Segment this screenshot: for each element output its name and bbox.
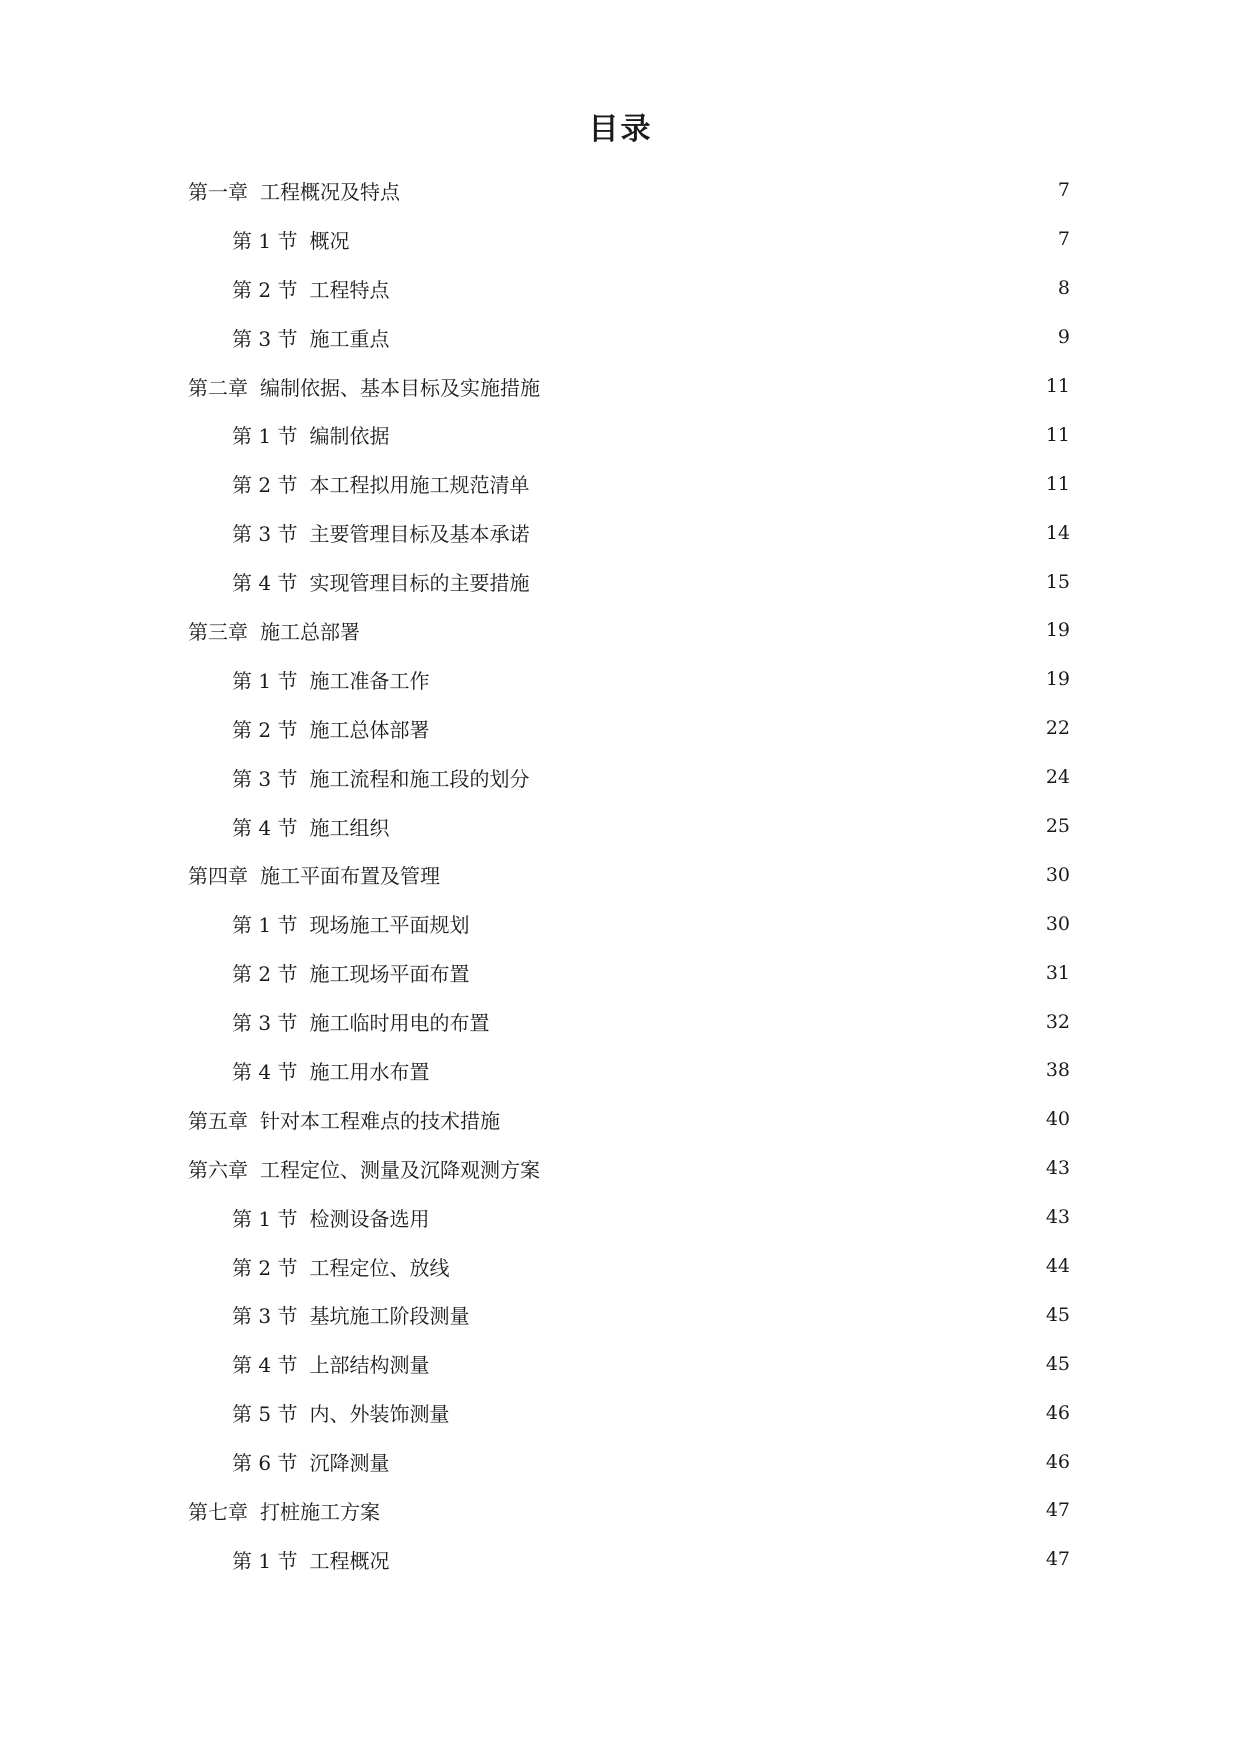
toc-section-entry[interactable] [188,1046,1070,1095]
section-number: 第 6 节 [232,1451,298,1476]
page-number: 45 [1045,1352,1070,1375]
section-title: 实现管理目标的主要措施 [309,571,530,596]
section-number: 第 2 节 [232,1255,298,1280]
section-title: 施工流程和施工段的划分 [309,766,530,791]
chapter-title: 工程概况及特点 [260,179,400,204]
toc-entry-label [188,616,360,645]
section-title: 基坑施工阶段测量 [309,1304,470,1329]
dot-leader [390,1500,1040,1520]
toc-entry-label [232,1398,449,1427]
toc-title: 目录 [588,112,653,147]
chapter-number: 第六章 [188,1157,248,1182]
section-number: 第 1 节 [232,1548,298,1573]
toc-chapter-entry[interactable] [188,1095,1070,1144]
toc-section-entry[interactable] [188,704,1070,753]
toc-entry-label [188,176,400,205]
section-title: 现场施工平面规划 [309,913,470,938]
section-title: 沉降测量 [309,1451,390,1476]
toc-chapter-entry[interactable] [188,362,1070,411]
section-number: 第 3 节 [232,326,298,351]
section-title: 施工准备工作 [309,668,430,693]
section-title: 施工用水布置 [309,1059,430,1084]
toc-section-entry[interactable] [188,948,1070,997]
page-number: 30 [1045,912,1070,935]
toc-chapter-entry[interactable] [188,166,1070,215]
section-title: 主要管理目标及基本承诺 [309,522,530,547]
toc-entry-label [188,860,440,889]
dot-leader [439,718,1039,738]
dot-leader [479,914,1039,934]
page-number: 47 [1045,1548,1070,1571]
toc-entry-label [232,1007,489,1036]
toc-section-entry[interactable] [188,459,1070,508]
dot-leader [479,1305,1039,1325]
page-number: 46 [1045,1450,1070,1473]
section-title: 概况 [309,228,350,253]
toc-entry-label [232,1300,469,1329]
page-number: 30 [1045,863,1070,886]
chapter-title: 编制依据、基本目标及实施措施 [260,375,540,400]
chapter-number: 第二章 [188,375,248,400]
section-number: 第 5 节 [232,1402,298,1427]
toc-entry-label [232,665,429,694]
toc-entry-label [232,518,529,547]
toc-entry-label [188,1105,500,1134]
section-title: 施工组织 [309,815,390,840]
section-title: 工程特点 [309,277,390,302]
toc-entry-label [232,1252,449,1281]
toc-section-entry[interactable] [188,1193,1070,1242]
toc-section-entry[interactable] [188,1388,1070,1437]
page-number: 47 [1045,1499,1070,1522]
chapter-number: 第三章 [188,619,248,644]
table-of-contents [188,166,1070,1584]
page-number: 22 [1045,717,1070,740]
dot-leader [450,865,1040,885]
page-number: 44 [1045,1255,1070,1278]
dot-leader [410,180,1050,200]
section-number: 第 4 节 [232,1353,298,1378]
toc-entry-label [232,420,389,449]
chapter-title: 打桩施工方案 [260,1499,380,1524]
section-title: 上部结构测量 [309,1353,430,1378]
dot-leader [399,816,1039,836]
section-title: 施工现场平面布置 [309,962,470,987]
toc-section-entry[interactable] [188,753,1070,802]
toc-entry-label [232,323,389,352]
toc-section-entry[interactable] [188,899,1070,948]
toc-entry-label [232,469,529,498]
toc-section-entry[interactable] [188,655,1070,704]
toc-section-entry[interactable] [188,1535,1070,1584]
toc-entry-label [232,1349,429,1378]
dot-leader [550,1158,1040,1178]
section-number: 第 3 节 [232,1011,298,1036]
section-number: 第 1 节 [232,668,298,693]
page-number: 14 [1045,521,1070,544]
toc-entry-label [232,225,349,254]
page-number: 31 [1045,961,1070,984]
toc-section-entry[interactable] [188,1339,1070,1388]
toc-entry-label [232,274,389,303]
page-number: 19 [1045,619,1070,642]
section-title: 内、外装饰测量 [309,1402,450,1427]
dot-leader [399,1549,1039,1569]
toc-section-entry[interactable] [188,508,1070,557]
toc-section-entry[interactable] [188,264,1070,313]
toc-entry-label [188,1154,540,1183]
toc-entry-label [232,763,529,792]
section-number: 第 3 节 [232,766,298,791]
dot-leader [459,1256,1039,1276]
section-number: 第 2 节 [232,473,298,498]
toc-section-entry[interactable] [188,1242,1070,1291]
dot-leader [499,1012,1039,1032]
dot-leader [539,572,1039,592]
page-number: 19 [1045,668,1070,691]
page-number: 11 [1045,472,1070,495]
toc-section-entry[interactable] [188,997,1070,1046]
section-title: 本工程拟用施工规范清单 [309,473,530,498]
page-number: 43 [1045,1157,1070,1180]
toc-section-entry[interactable] [188,1437,1070,1486]
toc-entry-label [232,714,429,743]
toc-entry-label [232,567,529,596]
toc-entry-label [188,372,540,401]
page-number: 40 [1045,1108,1070,1131]
chapter-number: 第四章 [188,864,248,889]
section-title: 检测设备选用 [309,1206,430,1231]
toc-chapter-entry[interactable] [188,606,1070,655]
dot-leader [439,1207,1039,1227]
toc-entry-label [232,1203,429,1232]
dot-leader [539,474,1039,494]
toc-section-entry[interactable] [188,313,1070,362]
section-number: 第 1 节 [232,228,298,253]
dot-leader [479,963,1039,983]
page-number: 24 [1045,766,1070,789]
dot-leader [439,669,1039,689]
toc-entry-label [232,812,389,841]
page-number: 11 [1045,375,1070,397]
chapter-title: 工程定位、测量及沉降观测方案 [260,1157,540,1182]
section-number: 第 2 节 [232,717,298,742]
dot-leader [439,1060,1039,1080]
page-number: 46 [1045,1401,1070,1424]
section-title: 编制依据 [309,424,390,449]
page-number: 7 [1057,228,1070,251]
toc-entry-label [232,958,469,987]
page-number: 43 [1045,1206,1070,1229]
dot-leader [399,425,1039,445]
dot-leader [510,1109,1040,1129]
section-number: 第 4 节 [232,571,298,596]
page-number: 38 [1045,1059,1070,1082]
section-number: 第 4 节 [232,815,298,840]
page-number: 11 [1045,423,1070,446]
dot-leader [359,229,1050,249]
section-number: 第 2 节 [232,277,298,302]
toc-entry-label [188,1496,380,1525]
toc-section-entry[interactable] [188,215,1070,264]
toc-section-entry[interactable] [188,557,1070,606]
section-title: 施工临时用电的布置 [309,1011,490,1036]
toc-section-entry[interactable] [188,1290,1070,1339]
chapter-number: 第一章 [188,179,248,204]
toc-entry-label [232,1447,389,1476]
dot-leader [399,278,1050,298]
dot-leader [459,1403,1039,1423]
toc-chapter-entry[interactable] [188,850,1070,899]
toc-chapter-entry[interactable] [188,1144,1070,1193]
chapter-number: 第七章 [188,1499,248,1524]
chapter-number: 第五章 [188,1108,248,1133]
section-title: 施工重点 [309,326,390,351]
chapter-title: 施工平面布置及管理 [260,864,440,889]
toc-entry-label [232,1545,389,1574]
section-number: 第 3 节 [232,522,298,547]
dot-leader [439,1354,1039,1374]
toc-entry-label [232,1056,429,1085]
page-number: 7 [1057,179,1070,202]
dot-leader [399,1452,1039,1472]
section-number: 第 4 节 [232,1059,298,1084]
dot-leader [539,767,1039,787]
toc-section-entry[interactable] [188,802,1070,851]
page-number: 45 [1045,1303,1070,1326]
section-title: 工程概况 [309,1548,390,1573]
dot-leader [550,376,1040,396]
page-number: 8 [1057,277,1070,300]
section-number: 第 1 节 [232,1206,298,1231]
page-number: 9 [1057,326,1070,349]
section-number: 第 3 节 [232,1304,298,1329]
dot-leader [370,620,1040,640]
section-number: 第 2 节 [232,962,298,987]
section-number: 第 1 节 [232,424,298,449]
dot-leader [399,327,1050,347]
toc-chapter-entry[interactable] [188,1486,1070,1535]
page-number: 15 [1045,570,1070,593]
section-number: 第 1 节 [232,913,298,938]
page-number: 32 [1045,1010,1070,1033]
page-number: 25 [1045,815,1070,838]
chapter-title: 施工总部署 [260,619,360,644]
dot-leader [539,523,1039,543]
toc-section-entry[interactable] [188,410,1070,459]
toc-entry-label [232,909,469,938]
chapter-title: 针对本工程难点的技术措施 [260,1108,500,1133]
section-title: 施工总体部署 [309,717,430,742]
section-title: 工程定位、放线 [309,1255,450,1280]
